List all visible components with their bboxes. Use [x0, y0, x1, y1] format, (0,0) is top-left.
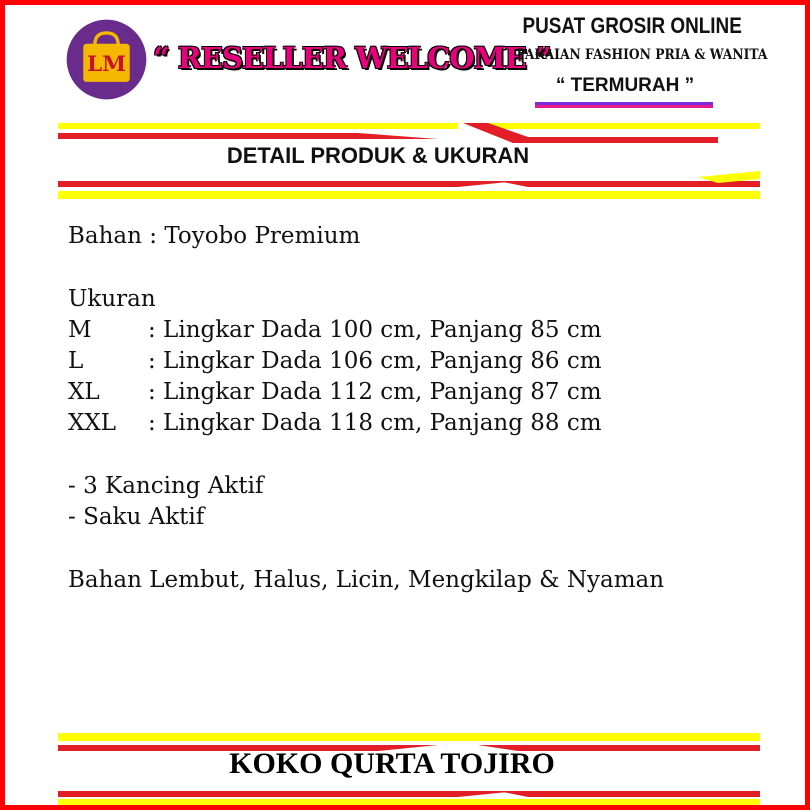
feature-item: - 3 Kancing Aktif	[68, 473, 264, 499]
material-text: Bahan : Toyobo Premium	[68, 223, 361, 249]
size-desc: : Lingkar Dada 106 cm, Panjang 86 cm	[148, 348, 602, 374]
tagline-underline	[535, 102, 713, 108]
store-title: PUSAT GROSIR ONLINE	[522, 13, 742, 38]
product-name: KOKO QURTA TOJIRO	[229, 747, 555, 780]
size-code: M	[68, 317, 92, 343]
logo-text: LM	[86, 52, 127, 78]
size-code: L	[68, 348, 84, 374]
product-name-banner	[58, 731, 760, 807]
feature-item: - Saku Aktif	[68, 504, 205, 530]
size-heading: Ukuran	[68, 286, 156, 312]
size-desc: : Lingkar Dada 112 cm, Panjang 87 cm	[148, 379, 602, 405]
detail-title: DETAIL PRODUK & UKURAN	[226, 143, 530, 168]
reseller-welcome-text: “ RESELLER WELCOME ”	[153, 41, 551, 75]
lm-shopping-bag-logo	[65, 18, 148, 101]
store-tagline: “ TERMURAH ”	[555, 75, 695, 96]
size-code: XL	[68, 379, 100, 405]
size-desc: : Lingkar Dada 100 cm, Panjang 85 cm	[148, 317, 602, 343]
detail-banner	[58, 121, 760, 203]
store-subtitle: PAKAIAN FASHION PRIA & WANITA	[516, 47, 768, 63]
size-code: XXL	[68, 410, 117, 436]
description-text: Bahan Lembut, Halus, Licin, Mengkilap & Nyaman	[68, 567, 665, 593]
size-desc: : Lingkar Dada 118 cm, Panjang 88 cm	[148, 410, 602, 436]
